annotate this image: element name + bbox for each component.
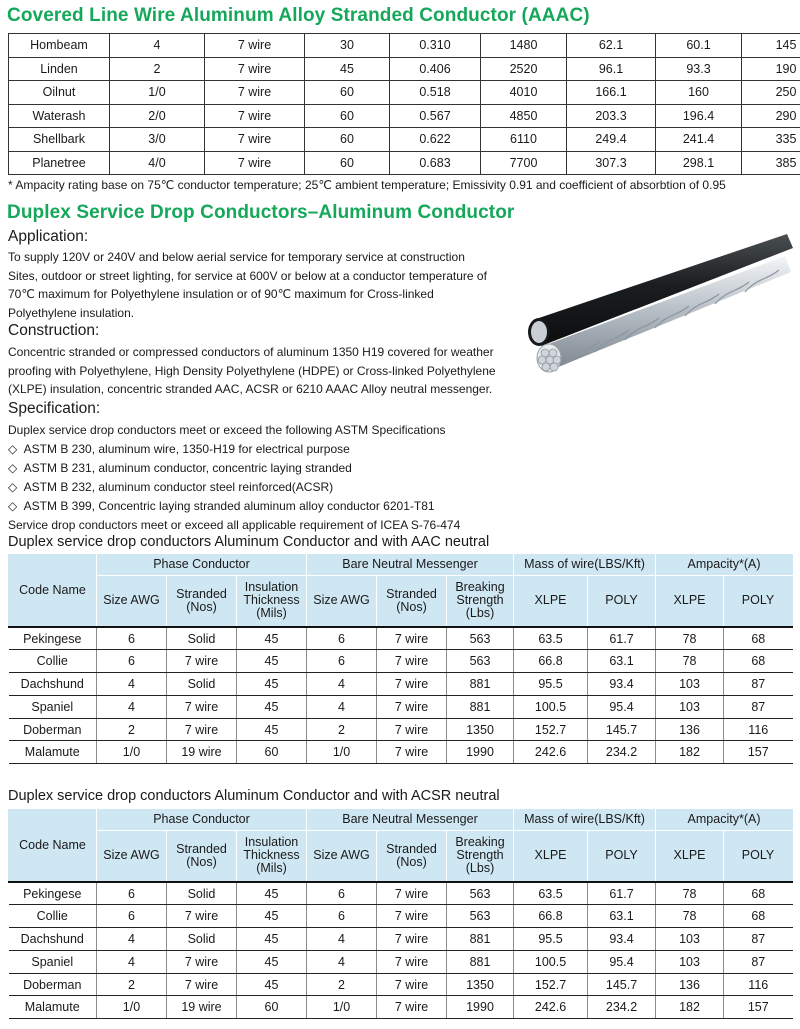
- table-cell: 6: [307, 882, 377, 905]
- table-cell: 7 wire: [377, 928, 447, 951]
- specification-list: [8, 421, 460, 535]
- table-cell: 7 wire: [377, 996, 447, 1019]
- table-cell: 61.7: [588, 627, 656, 650]
- acsr-table-header: [9, 809, 793, 882]
- header-size-awg-neutral: Size AWG: [307, 575, 377, 627]
- table-cell: Linden: [9, 57, 110, 81]
- table-cell: 95.5: [514, 928, 588, 951]
- header-ampacity: Ampacity*(A): [656, 809, 793, 830]
- table-cell: 6: [97, 905, 167, 928]
- table-cell: Pekingese: [9, 882, 97, 905]
- table-row: [9, 34, 800, 58]
- table-cell: 7 wire: [377, 882, 447, 905]
- table-cell: 1/0: [307, 996, 377, 1019]
- table-cell: 93.3: [656, 57, 742, 81]
- table-cell: 87: [724, 695, 793, 718]
- table-cell: 95.4: [588, 950, 656, 973]
- table-row: [9, 627, 793, 650]
- table-cell: 2: [97, 718, 167, 741]
- table-cell: 78: [656, 905, 724, 928]
- table-cell: 145.7: [588, 973, 656, 996]
- header-bare-neutral: Bare Neutral Messenger: [307, 809, 514, 830]
- table-cell: 563: [447, 627, 514, 650]
- table-cell: 160: [656, 81, 742, 105]
- table-cell: 7 wire: [167, 973, 237, 996]
- table-cell: 1480: [481, 34, 567, 58]
- cable-illustration: [515, 228, 795, 388]
- table-cell: Doberman: [9, 973, 97, 996]
- header-breaking-strength: Breaking Strength (Lbs): [447, 830, 514, 882]
- table-cell: 62.1: [567, 34, 656, 58]
- table-cell: 68: [724, 627, 793, 650]
- header-amp-xlpe: XLPE: [656, 575, 724, 627]
- table-row: [9, 128, 800, 152]
- table-cell: 7 wire: [377, 627, 447, 650]
- table-cell: 60: [305, 128, 390, 152]
- header-bare-neutral: Bare Neutral Messenger: [307, 554, 514, 575]
- table-cell: 60: [237, 996, 307, 1019]
- table-cell: 7 wire: [205, 34, 305, 58]
- table-cell: 45: [237, 950, 307, 973]
- table-cell: 563: [447, 905, 514, 928]
- table-cell: 7700: [481, 151, 567, 175]
- table-cell: 0.518: [390, 81, 481, 105]
- table-cell: 45: [237, 718, 307, 741]
- aaac-table: [8, 33, 800, 175]
- header-stranded-neutral: Stranded (Nos): [377, 830, 447, 882]
- table-cell: 166.1: [567, 81, 656, 105]
- table-cell: 100.5: [514, 695, 588, 718]
- spec-item: ◇ ASTM B 232, aluminum conductor steel reinforced(ACSR): [8, 478, 460, 497]
- table-cell: Solid: [167, 928, 237, 951]
- table-row: [9, 905, 793, 928]
- header-amp-poly: POLY: [724, 575, 793, 627]
- table-cell: 3/0: [110, 128, 205, 152]
- table-row: [9, 996, 793, 1019]
- header-stranded: Stranded (Nos): [167, 830, 237, 882]
- table-cell: 60: [237, 741, 307, 764]
- table-cell: 60.1: [656, 34, 742, 58]
- table-cell: Doberman: [9, 718, 97, 741]
- aac-neutral-table: [8, 554, 793, 764]
- table-cell: 103: [656, 928, 724, 951]
- table-cell: Spaniel: [9, 695, 97, 718]
- table-cell: 45: [237, 695, 307, 718]
- table-cell: 7 wire: [205, 104, 305, 128]
- table-cell: 145.7: [588, 718, 656, 741]
- table-cell: 157: [724, 741, 793, 764]
- aac-table-caption: Duplex service drop conductors Aluminum Conductor and with AAC neutral: [8, 534, 490, 550]
- spec-intro: Duplex service drop conductors meet or exceed the following ASTM Specifications: [8, 423, 446, 437]
- table-row: [9, 973, 793, 996]
- table-cell: 4: [97, 928, 167, 951]
- table-cell: 4: [97, 673, 167, 696]
- diamond-bullet-icon: ◇: [8, 480, 18, 494]
- table-cell: 881: [447, 695, 514, 718]
- ampacity-note: * Ampacity rating base on 75℃ conductor temperature; 25℃ ambient temperature; Emissivity 0.91 and coefficient of absorbtion of 0.95: [8, 178, 726, 192]
- table-cell: 66.8: [514, 905, 588, 928]
- table-cell: 385: [742, 151, 800, 175]
- table-row: [9, 928, 793, 951]
- construction-heading: Construction:: [8, 322, 100, 339]
- table-cell: 95.4: [588, 695, 656, 718]
- table-cell: 45: [237, 973, 307, 996]
- table-cell: 7 wire: [377, 650, 447, 673]
- table-cell: 7 wire: [377, 741, 447, 764]
- table-cell: 4: [307, 950, 377, 973]
- table-cell: 7 wire: [377, 673, 447, 696]
- header-size-awg: Size AWG: [97, 830, 167, 882]
- table-cell: 2520: [481, 57, 567, 81]
- table-cell: 103: [656, 950, 724, 973]
- table-row: [9, 673, 793, 696]
- table-cell: 182: [656, 996, 724, 1019]
- table-cell: 6110: [481, 128, 567, 152]
- header-mass-poly: POLY: [588, 575, 656, 627]
- table-cell: 4/0: [110, 151, 205, 175]
- section-title-aaac: Covered Line Wire Aluminum Alloy Stranded Conductor (AAAC): [7, 5, 590, 26]
- table-cell: 87: [724, 928, 793, 951]
- table-cell: 66.8: [514, 650, 588, 673]
- table-cell: Solid: [167, 627, 237, 650]
- table-cell: 60: [305, 151, 390, 175]
- spec-outro: Service drop conductors meet or exceed all applicable requirement of ICEA S-76-474: [8, 518, 461, 532]
- table-cell: 7 wire: [377, 905, 447, 928]
- table-cell: 234.2: [588, 996, 656, 1019]
- table-cell: Shellbark: [9, 128, 110, 152]
- table-cell: Dachshund: [9, 673, 97, 696]
- header-ampacity: Ampacity*(A): [656, 554, 793, 575]
- table-cell: 7 wire: [205, 81, 305, 105]
- table-cell: 100.5: [514, 950, 588, 973]
- table-cell: 19 wire: [167, 996, 237, 1019]
- table-cell: 7 wire: [377, 950, 447, 973]
- table-cell: 242.6: [514, 996, 588, 1019]
- table-cell: Planetree: [9, 151, 110, 175]
- specification-heading: Specification:: [8, 400, 101, 417]
- table-cell: 6: [307, 650, 377, 673]
- table-cell: 7 wire: [205, 57, 305, 81]
- diamond-bullet-icon: ◇: [8, 461, 18, 475]
- header-mass-poly: POLY: [588, 830, 656, 882]
- table-cell: 1990: [447, 996, 514, 1019]
- table-cell: 249.4: [567, 128, 656, 152]
- table-row: [9, 151, 800, 175]
- table-cell: 0.567: [390, 104, 481, 128]
- table-cell: 563: [447, 650, 514, 673]
- table-cell: 68: [724, 905, 793, 928]
- table-cell: 60: [305, 104, 390, 128]
- table-cell: Solid: [167, 882, 237, 905]
- table-cell: 60: [305, 81, 390, 105]
- table-cell: 2: [97, 973, 167, 996]
- table-cell: 45: [237, 627, 307, 650]
- table-cell: 1/0: [110, 81, 205, 105]
- table-cell: 103: [656, 673, 724, 696]
- table-cell: 7 wire: [167, 650, 237, 673]
- table-cell: 2: [307, 718, 377, 741]
- table-cell: 145: [742, 34, 800, 58]
- table-row: [9, 695, 793, 718]
- table-cell: 61.7: [588, 882, 656, 905]
- table-cell: 4: [307, 695, 377, 718]
- table-cell: 190: [742, 57, 800, 81]
- table-cell: 45: [237, 905, 307, 928]
- table-cell: 563: [447, 882, 514, 905]
- header-amp-poly: POLY: [724, 830, 793, 882]
- table-cell: 1/0: [97, 996, 167, 1019]
- section-title-duplex: Duplex Service Drop Conductors–Aluminum Conductor: [7, 202, 515, 223]
- header-size-awg: Size AWG: [97, 575, 167, 627]
- table-cell: 298.1: [656, 151, 742, 175]
- table-cell: 63.1: [588, 650, 656, 673]
- header-code-name: Code Name: [9, 809, 97, 882]
- table-cell: Solid: [167, 673, 237, 696]
- table-cell: 2/0: [110, 104, 205, 128]
- table-cell: 2: [307, 973, 377, 996]
- table-row: [9, 718, 793, 741]
- table-cell: 7 wire: [167, 905, 237, 928]
- aac-table-body: [9, 627, 793, 764]
- diamond-bullet-icon: ◇: [8, 499, 18, 513]
- table-cell: 4: [110, 34, 205, 58]
- table-cell: 63.5: [514, 882, 588, 905]
- diamond-bullet-icon: ◇: [8, 442, 18, 456]
- table-cell: 7 wire: [377, 718, 447, 741]
- table-cell: 103: [656, 695, 724, 718]
- table-cell: 2: [110, 57, 205, 81]
- table-cell: Waterash: [9, 104, 110, 128]
- table-cell: 45: [237, 673, 307, 696]
- table-cell: 250: [742, 81, 800, 105]
- table-cell: 4010: [481, 81, 567, 105]
- table-cell: 63.1: [588, 905, 656, 928]
- table-cell: 881: [447, 950, 514, 973]
- acsr-neutral-table: [8, 809, 793, 1019]
- construction-text: Concentric stranded or compressed conductors of aluminum 1350 H19 covered for weather proofing with Polyethylene, High Density Polyethylene (HDPE) or Cross-linked Polyethylene (XLPE) insulation, concentric stranded AAC, ACSR or 6210 AAAC Alloy neutral messenger.: [8, 345, 496, 396]
- header-mass: Mass of wire(LBS/Kft): [514, 554, 656, 575]
- table-cell: Dachshund: [9, 928, 97, 951]
- table-cell: 45: [237, 928, 307, 951]
- table-cell: 4: [97, 695, 167, 718]
- table-cell: 95.5: [514, 673, 588, 696]
- table-cell: 68: [724, 650, 793, 673]
- table-cell: Spaniel: [9, 950, 97, 973]
- table-cell: 116: [724, 718, 793, 741]
- table-cell: 7 wire: [377, 973, 447, 996]
- table-cell: 6: [307, 627, 377, 650]
- table-cell: 4850: [481, 104, 567, 128]
- table-cell: 4: [307, 928, 377, 951]
- table-cell: 6: [97, 650, 167, 673]
- aac-table-header: [9, 554, 793, 627]
- table-cell: 96.1: [567, 57, 656, 81]
- table-cell: 7 wire: [167, 718, 237, 741]
- header-mass: Mass of wire(LBS/Kft): [514, 809, 656, 830]
- table-cell: 203.3: [567, 104, 656, 128]
- table-cell: 881: [447, 673, 514, 696]
- table-cell: Collie: [9, 905, 97, 928]
- table-cell: 0.406: [390, 57, 481, 81]
- table-cell: 7 wire: [167, 950, 237, 973]
- table-cell: 4: [307, 673, 377, 696]
- table-cell: 19 wire: [167, 741, 237, 764]
- header-code-name: Code Name: [9, 554, 97, 627]
- application-heading: Application:: [8, 228, 89, 245]
- header-stranded: Stranded (Nos): [167, 575, 237, 627]
- table-cell: 1350: [447, 718, 514, 741]
- table-cell: 63.5: [514, 627, 588, 650]
- table-row: [9, 57, 800, 81]
- table-cell: 7 wire: [377, 695, 447, 718]
- header-amp-xlpe: XLPE: [656, 830, 724, 882]
- header-size-awg-neutral: Size AWG: [307, 830, 377, 882]
- spec-item: ◇ ASTM B 231, aluminum conductor, concentric laying stranded: [8, 459, 460, 478]
- spec-item: ◇ ASTM B 230, aluminum wire, 1350-H19 for electrical purpose: [8, 440, 460, 459]
- table-cell: 4: [97, 950, 167, 973]
- table-cell: 136: [656, 973, 724, 996]
- table-cell: 1/0: [97, 741, 167, 764]
- table-cell: 0.310: [390, 34, 481, 58]
- header-insulation: Insulation Thickness (Mils): [237, 575, 307, 627]
- table-cell: 45: [237, 650, 307, 673]
- application-text: To supply 120V or 240V and below aerial service for temporary service at construction Sites, outdoor or street lighting, for service at 600V or below at a conductor temperature of 70℃ maximum for Polyethylene insulation or of 90℃ maximum for Cross-linked Polyethylene insulation.: [8, 250, 487, 320]
- table-cell: 0.683: [390, 151, 481, 175]
- table-row: [9, 741, 793, 764]
- table-cell: Oilnut: [9, 81, 110, 105]
- acsr-table-caption: Duplex service drop conductors Aluminum Conductor and with ACSR neutral: [8, 788, 500, 804]
- table-cell: 6: [97, 882, 167, 905]
- table-cell: 78: [656, 650, 724, 673]
- table-cell: Malamute: [9, 741, 97, 764]
- table-cell: 7 wire: [205, 128, 305, 152]
- table-cell: 136: [656, 718, 724, 741]
- table-cell: Pekingese: [9, 627, 97, 650]
- table-cell: 78: [656, 627, 724, 650]
- header-mass-xlpe: XLPE: [514, 575, 588, 627]
- table-cell: Hombeam: [9, 34, 110, 58]
- table-cell: Collie: [9, 650, 97, 673]
- table-cell: 6: [97, 627, 167, 650]
- table-cell: 152.7: [514, 718, 588, 741]
- table-cell: 6: [307, 905, 377, 928]
- table-cell: 234.2: [588, 741, 656, 764]
- table-cell: 335: [742, 128, 800, 152]
- table-row: [9, 81, 800, 105]
- table-cell: 881: [447, 928, 514, 951]
- table-cell: 7 wire: [167, 695, 237, 718]
- table-row: [9, 882, 793, 905]
- table-cell: 45: [305, 57, 390, 81]
- table-cell: 7 wire: [205, 151, 305, 175]
- header-breaking-strength: Breaking Strength (Lbs): [447, 575, 514, 627]
- table-cell: 1/0: [307, 741, 377, 764]
- header-phase-conductor: Phase Conductor: [97, 554, 307, 575]
- spec-item: ◇ ASTM B 399, Concentric laying stranded aluminum alloy conductor 6201-T81: [8, 497, 460, 516]
- table-cell: 87: [724, 673, 793, 696]
- header-mass-xlpe: XLPE: [514, 830, 588, 882]
- table-cell: 1990: [447, 741, 514, 764]
- table-cell: 78: [656, 882, 724, 905]
- table-cell: 87: [724, 950, 793, 973]
- table-cell: 241.4: [656, 128, 742, 152]
- table-row: [9, 104, 800, 128]
- table-cell: 116: [724, 973, 793, 996]
- table-cell: 93.4: [588, 673, 656, 696]
- table-cell: Malamute: [9, 996, 97, 1019]
- table-cell: 196.4: [656, 104, 742, 128]
- table-cell: 242.6: [514, 741, 588, 764]
- table-row: [9, 650, 793, 673]
- acsr-table-body: [9, 882, 793, 1019]
- table-cell: 157: [724, 996, 793, 1019]
- aaac-table-body: [9, 34, 800, 175]
- table-cell: 182: [656, 741, 724, 764]
- table-cell: 0.622: [390, 128, 481, 152]
- header-insulation: Insulation Thickness (Mils): [237, 830, 307, 882]
- table-row: [9, 950, 793, 973]
- table-cell: 45: [237, 882, 307, 905]
- header-phase-conductor: Phase Conductor: [97, 809, 307, 830]
- table-cell: 30: [305, 34, 390, 58]
- table-cell: 307.3: [567, 151, 656, 175]
- header-stranded-neutral: Stranded (Nos): [377, 575, 447, 627]
- table-cell: 290: [742, 104, 800, 128]
- table-cell: 68: [724, 882, 793, 905]
- table-cell: 93.4: [588, 928, 656, 951]
- table-cell: 152.7: [514, 973, 588, 996]
- table-cell: 1350: [447, 973, 514, 996]
